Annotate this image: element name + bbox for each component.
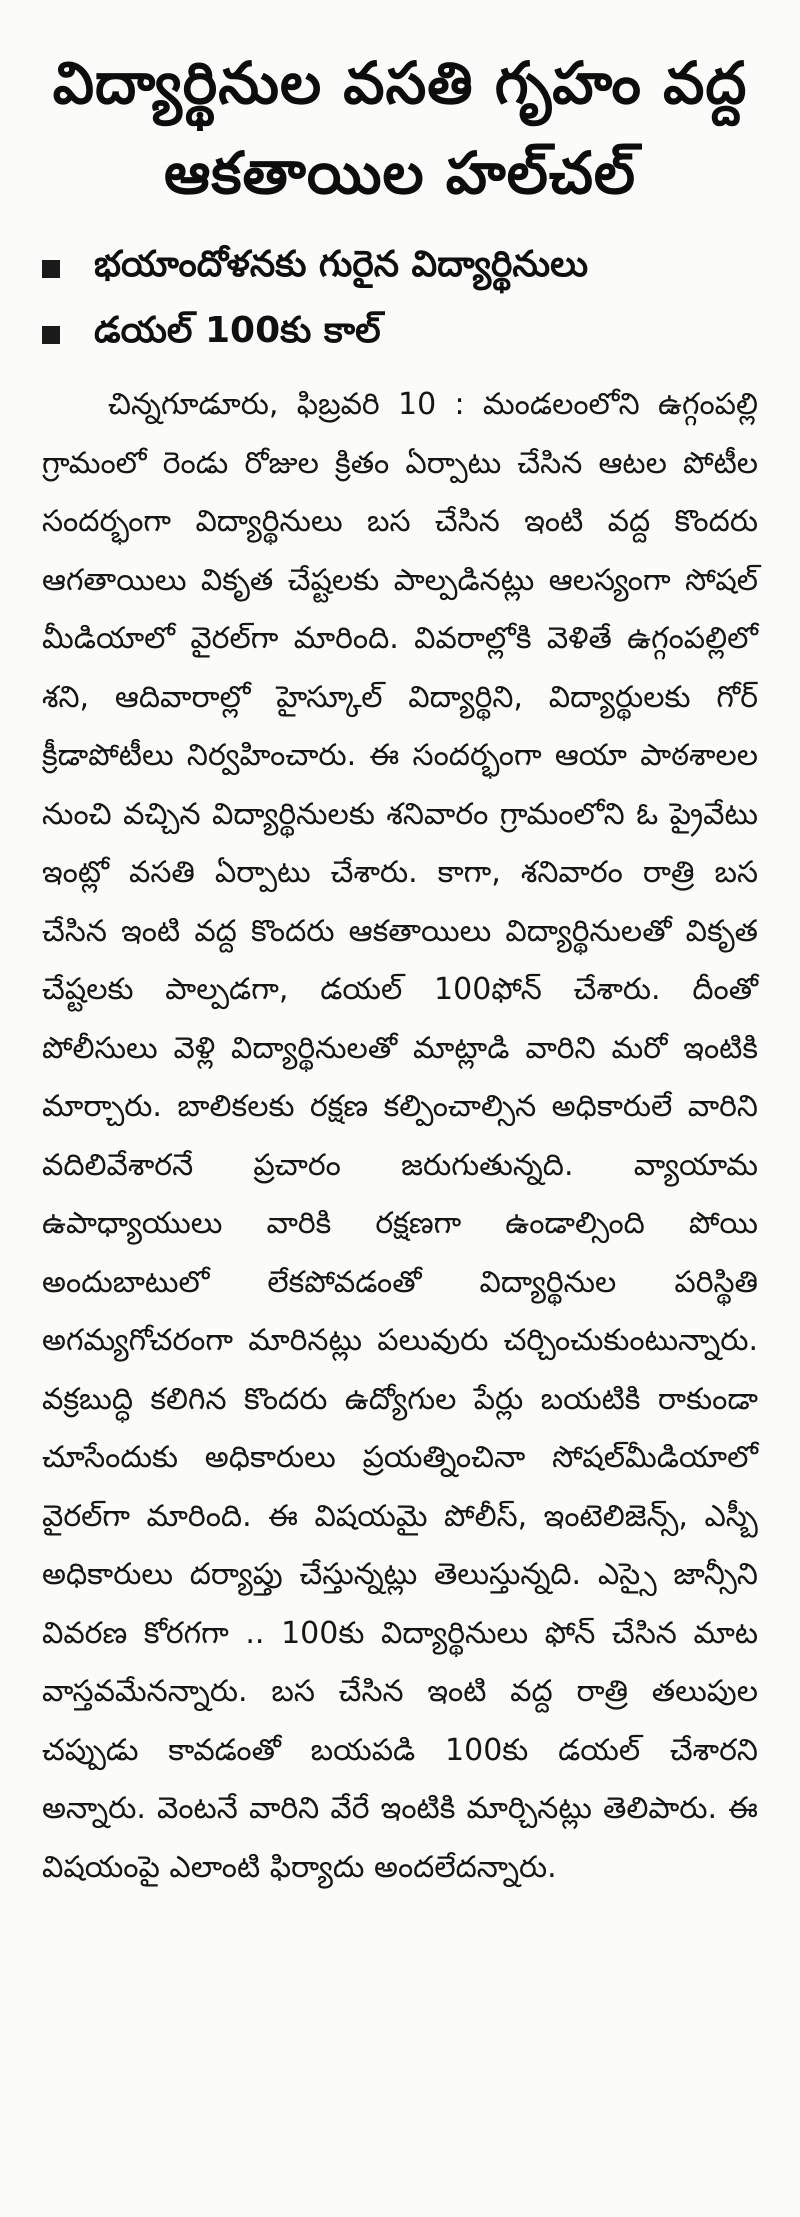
headline bbox=[42, 38, 758, 218]
square-bullet-icon bbox=[42, 260, 60, 278]
subheadline-list bbox=[42, 236, 758, 368]
article-paragraph: చిన్నగూడూరు, ఫిబ్రవరి 10 : మండలంలోని ఉగ్గంపల్లి గ్రామంలో రెండు రోజుల క్రితం ఏర్పాటు చేసిన ఆటల పోటీల సందర్భంగా విద్యార్థినులు బస చేసిన ఇంటి వద్ద కొందరు ఆగతాయిలు వికృత చేష్టలకు పాల్పడినట్లు ఆలస్యంగా సోషల్ మీడియాలో వైరల్‌గా మారింది. వివరాల్లోకి వెళితే ఉగ్గంపల్లిలో శని, ఆదివారాల్లో హైస్కూల్ విద్యార్థిని, విద్యార్థులకు గోర్ క్రీడాపోటీలు నిర్వహించారు. ఈ సందర్భంగా ఆయా పాఠశాలల నుంచి వచ్చిన విద్యార్థినులకు శనివారం గ్రామంలోని ఓ ప్రైవేటు ఇంట్లో వసతి ఏర్పాటు చేశారు. కాగా, శనివారం రాత్రి బస చేసిన ఇంటి వద్ద కొందరు ఆకతాయిలు విద్యార్థినులతో వికృత చేష్టలకు పాల్పడగా, డయల్ 100ఫోన్ చేశారు. దీంతో పోలీసులు వెళ్లి విద్యార్థినులతో మాట్లాడి వారిని మరో ఇంటికి మార్చారు. బాలికలకు రక్షణ కల్పించాల్సిన అధికారులే వారిని వదిలివేశారనే ప్రచారం జరుగుతున్నది. వ్యాయామ ఉపాధ్యాయులు వారికి రక్షణగా ఉండాల్సింది పోయి అందుబాటులో లేకపోవడంతో విద్యార్థినుల పరిస్థితి అగమ్యగోచరంగా మారినట్లు పలువురు చర్చించుకుంటున్నారు. వక్రబుద్ధి కలిగిన కొందరు ఉద్యోగుల పేర్లు బయటికి రాకుండా చూసేందుకు అధికారులు ప్రయత్నించినా సోషల్‌మీడియాలో వైరల్‌గా మారింది. ఈ విషయమై పోలీస్, ఇంటెలిజెన్స్, ఎస్బీ అధికారులు దర్యాప్తు చేస్తున్నట్లు తెలుస్తున్నది. ఎస్సై జాన్సీని వివరణ కోరగగా .. 100కు విద్యార్థినులు ఫోన్ చేసిన మాట వాస్తవమేనన్నారు. బస చేసిన ఇంటి వద్ద రాత్రి తలుపుల చప్పుడు కావడంతో బయపడి 100కు డయల్ చేశారని అన్నారు. వెంటనే వారిని వేరే ఇంటికి మార్చినట్లు తెలిపారు. ఈ విషయంపై ఎలాంటి ఫిర్యాదు అందలేదన్నారు. bbox=[42, 387, 758, 1885]
article-body bbox=[42, 376, 758, 1897]
subheadline-text: డయల్ 100కు కాల్ bbox=[94, 310, 381, 351]
subheadline-text: భయాందోళనకు గురైన విద్యార్థినులు bbox=[94, 244, 589, 285]
subheadline-item bbox=[42, 302, 758, 368]
headline-line-2: ఆకతాయిల హల్‌చల్ bbox=[163, 139, 637, 207]
square-bullet-icon bbox=[42, 326, 60, 344]
subheadline-item bbox=[42, 236, 758, 302]
headline-line-1: విద్యార్థినుల వసతి గృహం వద్ద bbox=[52, 49, 748, 117]
